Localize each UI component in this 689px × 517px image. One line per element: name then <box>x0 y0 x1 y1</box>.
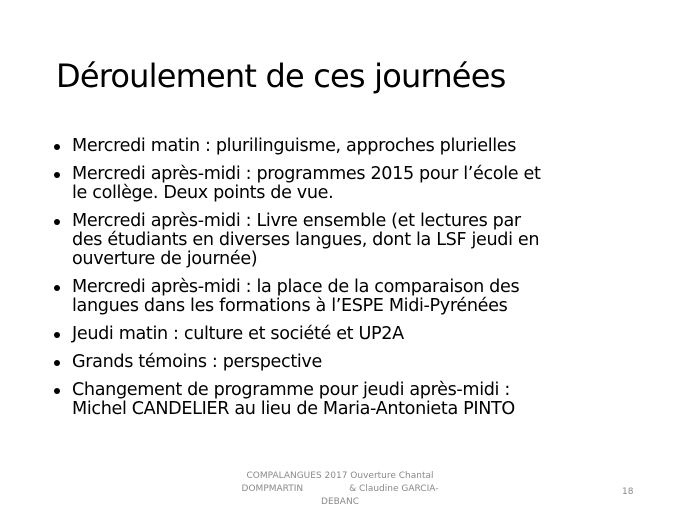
footer-line: COMPALANGUES 2017 Ouverture Chantal <box>246 471 434 481</box>
bullet-dot-icon <box>54 219 60 225</box>
bullet-line: Mercredi matin : plurilinguisme, approches plurielles <box>72 136 517 156</box>
bullet-item <box>52 353 677 372</box>
bullet-line: Mercredi après-midi : Livre ensemble (et lectures par <box>72 211 521 231</box>
footer-author-1: DOMPMARTIN <box>241 484 304 494</box>
bullet-line: le collège. Deux points de vue. <box>72 183 334 203</box>
slide-footer <box>215 470 465 509</box>
bullet-line: langues dans les formations à l’ESPE Midi-Pyrénées <box>72 296 508 316</box>
bullet-dot-icon <box>54 360 60 366</box>
bullet-item <box>52 165 677 203</box>
footer-line: DEBANC <box>321 497 359 507</box>
bullet-item <box>52 381 677 419</box>
bullet-dot-icon <box>54 332 60 338</box>
bullet-dot-icon <box>54 388 60 394</box>
bullet-line: Michel CANDELIER au lieu de Maria-Antonieta PINTO <box>72 399 515 419</box>
bullet-item <box>52 212 677 269</box>
footer-line <box>215 483 465 496</box>
page-number: 18 <box>622 487 634 497</box>
bullet-line: Grands témoins : perspective <box>72 352 322 372</box>
slide-title: Déroulement de ces journées <box>56 57 506 95</box>
bullet-line: des étudiants en diverses langues, dont la LSF jeudi en <box>72 230 540 250</box>
bullet-line: Changement de programme pour jeudi après-midi : <box>72 380 510 400</box>
bullet-line: Mercredi après-midi : la place de la comparaison des <box>72 277 520 297</box>
bullet-line: ouverture de journée) <box>72 249 258 269</box>
bullet-dot-icon <box>54 144 60 150</box>
footer-author-2: & Claudine GARCIA- <box>349 484 439 494</box>
bullet-item <box>52 278 677 316</box>
bullet-item <box>52 325 677 344</box>
bullet-list <box>52 137 677 428</box>
bullet-item <box>52 137 677 156</box>
bullet-line: Jeudi matin : culture et société et UP2A <box>72 324 404 344</box>
bullet-dot-icon <box>54 172 60 178</box>
bullet-line: Mercredi après-midi : programmes 2015 pour l’école et <box>72 164 541 184</box>
bullet-dot-icon <box>54 285 60 291</box>
